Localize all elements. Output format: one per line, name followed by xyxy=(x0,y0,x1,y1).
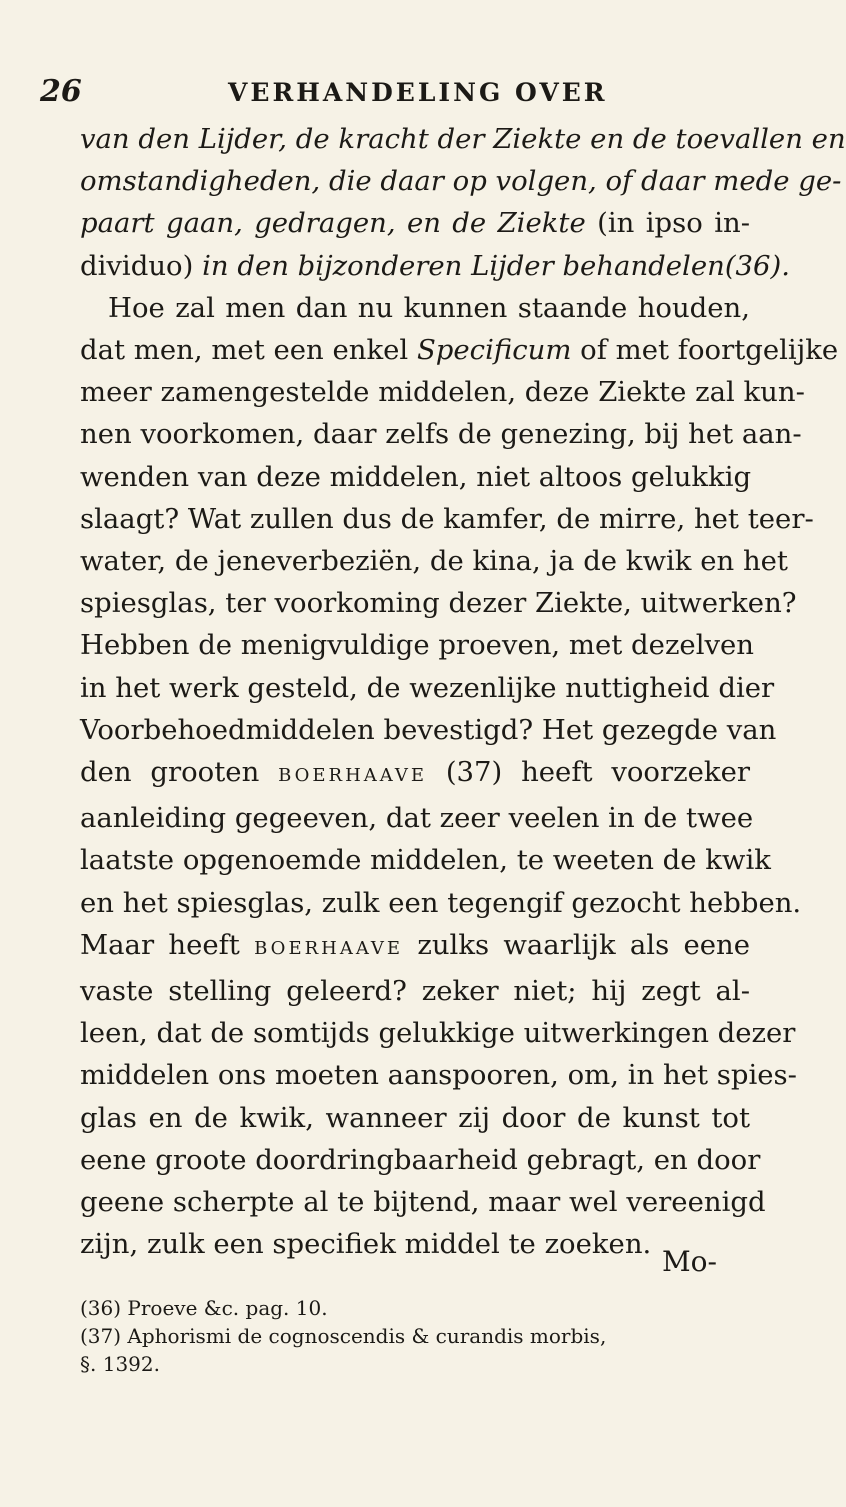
text-segment: of met foortgelijke xyxy=(580,334,839,367)
author-name: BOERHAAVE xyxy=(278,765,428,787)
main-text xyxy=(80,118,846,1265)
text-line: water, de jeneverbeziën, de kina, ja de kwik en het xyxy=(80,545,788,578)
text-segment: paart gaan, gedragen, en de Ziekte xyxy=(80,207,586,240)
text-segment: Maar heeft xyxy=(80,928,240,961)
page-header xyxy=(0,74,800,114)
text-line: vaste stelling geleerd? zeker niet; hij zegt al- xyxy=(80,975,750,1008)
text-line: wenden van deze middelen, niet altoos gelukkig xyxy=(80,460,752,493)
text-line: spiesglas, ter voorkoming dezer Ziekte, uitwerken? xyxy=(80,587,797,620)
text-segment: dat men, met een enkel xyxy=(80,334,409,367)
text-line: Hoe zal men dan nu kunnen staande houden, xyxy=(108,291,750,324)
text-line: laatste opgenoemde middelen, te weeten de kwik xyxy=(80,844,771,877)
footnote-36: (36) Proeve &c. pag. 10. xyxy=(80,1296,328,1320)
text-line: nen voorkomen, daar zelfs de genezing, bij het aan- xyxy=(80,418,802,451)
text-line xyxy=(80,245,791,287)
text-line xyxy=(80,924,750,970)
text-segment: (37) heeft voorzeker xyxy=(445,756,750,789)
text-line: in het werk gesteld, de wezenlijke nuttigheid dier xyxy=(80,671,775,704)
text-segment: (in ipso in- xyxy=(597,207,750,240)
text-segment: in den bijzonderen Lijder behandelen xyxy=(202,249,725,282)
page-number: 26 xyxy=(40,74,82,109)
text-line: Hebben de menigvuldige proeven, met dezelven xyxy=(80,629,755,662)
text-line xyxy=(80,751,750,797)
footnotes xyxy=(80,1294,750,1378)
footnote-37: (37) Aphorismi de cognoscendis & curandis morbis, xyxy=(80,1324,607,1348)
text-line: en het spiesglas, zulk een tegengif gezocht hebben. xyxy=(80,886,802,919)
catchword: Mo- xyxy=(662,1245,717,1278)
text-line: Voorbehoedmiddelen bevestigd? Het gezegde van xyxy=(80,713,777,746)
text-segment: Specificum xyxy=(416,334,572,367)
text-line: zijn, zulk een specifiek middel te zoeken. xyxy=(80,1228,652,1261)
text-line: eene groote doordringbaarheid gebragt, en door xyxy=(80,1143,761,1176)
text-line: leen, dat de somtijds gelukkige uitwerkingen dezer xyxy=(80,1017,796,1050)
author-name: BOERHAAVE xyxy=(254,937,404,959)
text-line: glas en de kwik, wanneer zij door de kunst tot xyxy=(80,1101,750,1134)
text-line: van den Lijder, de kracht der Ziekte en de toevallen en xyxy=(80,123,846,155)
text-line: slaagt? Wat zullen dus de kamfer, de mirre, het teer- xyxy=(80,502,814,535)
text-segment: zulks waarlijk als eene xyxy=(417,928,750,961)
running-title: VERHANDELING OVER xyxy=(228,78,608,107)
footnote-37-continued: §. 1392. xyxy=(80,1352,160,1376)
text-line: meer zamengestelde middelen, deze Ziekte zal kun- xyxy=(80,376,805,409)
text-line: aanleiding gegeeven, dat zeer veelen in de twee xyxy=(80,802,754,835)
text-line: middelen ons moeten aanspooren, om, in het spies- xyxy=(80,1059,797,1092)
text-line xyxy=(80,202,750,244)
text-segment: den grooten xyxy=(80,756,260,789)
footnote-ref: (36). xyxy=(724,249,791,282)
text-line xyxy=(80,329,839,371)
text-line: geene scherpte al te bijtend, maar wel vereenigd xyxy=(80,1186,766,1219)
text-segment: dividuo) xyxy=(80,249,194,282)
text-line: omstandigheden, die daar op volgen, of daar mede ge- xyxy=(80,165,842,198)
